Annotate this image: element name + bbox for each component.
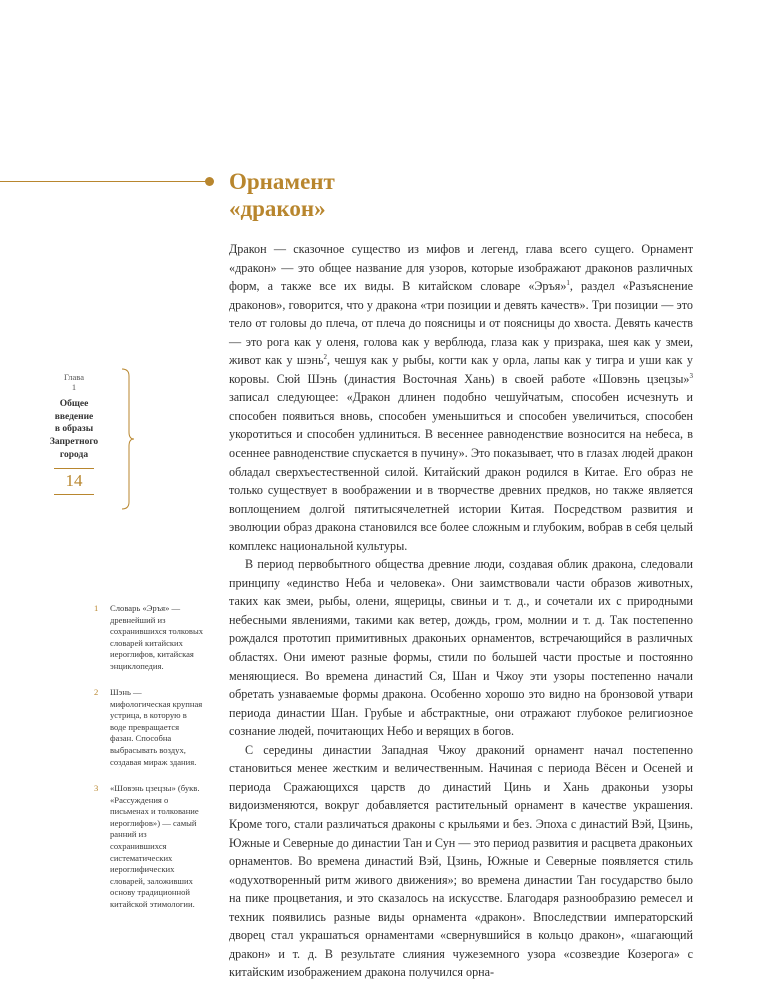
chapter-number: 1 (71, 382, 77, 392)
section-title-line-2: «дракон» (229, 196, 326, 221)
footnote-1 (94, 603, 204, 673)
text-run: , раздел «Разъяснение драконов», говорится, что у дракона «три позиции и девять качеств». Три позиции — это тело от головы до плеча, от плеча до поясницы и от поясницы до хвоста. Девять качеств — это рога как у оленя, голова как у верблюда, глаза как у призрака, шея как у змеи, живот как у шэнь (229, 279, 693, 368)
page-number-rule-top (54, 468, 94, 469)
chapter-label-word: Глава (64, 372, 84, 382)
paragraph-1 (229, 240, 693, 555)
text-run: , чешуя как у рыбы, когти как у орла, лапы как у тигра и уши как у коровы. Сюй Шэнь (династия Восточная Хань) в своей работе «Шовэнь цзецзы» (229, 353, 693, 386)
footnote-3 (94, 783, 204, 911)
text-run: В период первобытного общества древние люди, создавая облик дракона, следовали принципу «единство Неба и человека». Они заимствовали части образов животных, таких как змеи, рыбы, олени, ящерицы, свиньи и т. д., и сочетали их с природными небесными явлениями, такими как ветер, дождь, гром, молнии и т. д. Так постепенно рождался прототип примитивных драконьих орнаментов, встречающийся в различных областях. Они имеют разные формы, стили по большей части простые и постоянно меняющиеся. Во времена династий Ся, Шан и Чжоу эти узоры постепенно начали обретать узнаваемые формы дракона. Особенно хорошо это видно на бронзовой утвари периода династии Шан. Грубые и абстрактные, они отражают глубокое религиозное сознание людей, почитающих Небо и верящих в богов. (229, 557, 693, 739)
chapter-marker (34, 368, 118, 510)
footnote-number: 1 (94, 603, 99, 613)
chapter-title-line: города (59, 449, 89, 460)
page-number-rule-bottom (54, 494, 94, 495)
chapter-title-line: Запретного (49, 437, 99, 448)
section-title (229, 168, 335, 222)
paragraph-2 (229, 555, 693, 740)
text-run: Дракон — сказочное существо из мифов и легенд, глава всего сущего. Орнамент «дракон» — это общее название для узоров, которые изображают драконов различных форм, а также все их виды. В китайском словаре «Эръя» (229, 242, 693, 294)
section-rule (0, 181, 206, 182)
chapter-title-line: Общее (59, 399, 89, 409)
footnote-ref-3: 3 (689, 371, 693, 380)
chapter-label (34, 372, 114, 392)
text-run: С середины династии Западная Чжоу драконий орнамент начал постепенно становиться менее жестким и величественным. Начиная с периода Вёсен и Осеней и периода Сражающихся царств до династий Цинь и Хань драконьи узоры видоизменяются, вокруг добавляется растительный орнамент в качестве украшения. Кроме того, стали различаться драконы с крыльями и без. Эпоха с династий Вэй, Цзинь, Южные и Северные до династии Тан и Сун — это период развития и расцвета драконьих орнаментов. Во времена династий Вэй, Цзинь, Южные и Северные появляется стиль «одухотворенный ритм живого движения»; во времена династии Тан государство было на пике процветания, и это сказалось на искусстве. Благодаря разнообразию ремесел и техник появились разные виды орнамента «дракон». Впоследствии императорский дворец стал украшаться орнаментами «свернувшийся в кольцо дракон», «шагающий дракон» и т. д. В результате слияния чужеземного узора «созвездие Козерога» с китайским изображением дракона получился орна- (229, 742, 693, 980)
footnote-ref-2: 2 (323, 353, 327, 362)
paragraph-3 (229, 741, 693, 982)
chapter-title-line: в образы (54, 424, 94, 435)
footnote-text: «Шовэнь цзецзы» (букв. «Рассуждения о письменах и толкование иероглифов») — самый ранний из сохранившихся систематических иероглифических словарей, заложивших основу традиционной китайской этимологии. (110, 783, 200, 909)
body-text (229, 240, 693, 982)
footnote-number: 3 (94, 783, 99, 793)
footnote-2 (94, 687, 204, 768)
footnote-number: 2 (94, 687, 99, 697)
chapter-title (34, 398, 114, 462)
footnote-ref-1: 1 (566, 279, 570, 288)
section-bullet (205, 177, 214, 186)
page-number: 14 (65, 471, 83, 490)
chapter-bracket-icon (120, 368, 136, 510)
section-title-line-1: Орнамент (229, 169, 335, 194)
footnote-text: Словарь «Эръя» — древнейший из сохранившихся толковых словарей китайских иероглифов, китайская энциклопедия. (110, 603, 204, 671)
chapter-title-line: введение (54, 411, 94, 422)
text-run: записал следующее: «Дракон длинен подобно чешуйчатым, способен исчезнуть и способен появиться вновь, способен уменьшиться и способен увеличиться, способен укоротиться и способен удлиниться. В весеннее равноденствие возносится на небеса, в осеннее равноденствие спускается в пучину». Это показывает, что в глазах людей дракон обладал сверхъестественной силой. Китайский дракон родился в Китае. Его образ не только существует в воображении и в творчестве древних предков, но также является воплощением долгой пятитысячелетней истории Китая. Посредством развития и эволюции образ дракона становился все более сложным и глубоким, вобрав в себя целый комплекс национальной культуры. (229, 390, 693, 553)
footnote-text: Шэнь — мифологическая крупная устрица, в которую в воде превращается фазан. Способна выбрасывать воздух, создавая мираж здания. (110, 687, 203, 767)
